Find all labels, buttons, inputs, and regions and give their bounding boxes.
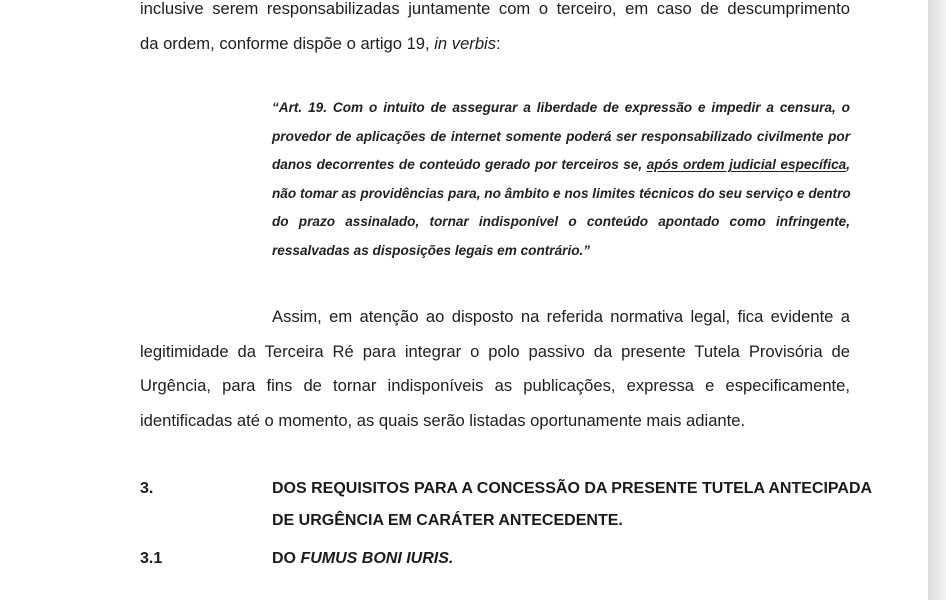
section-3-number: 3. xyxy=(140,480,154,497)
body-line-2: legitimidade da Terceira Ré para integrar o polo passivo da presente Tutela Provisória de xyxy=(140,341,850,361)
body-line-1: Assim, em atenção ao disposto na referida normativa legal, fica evidente a xyxy=(272,307,850,326)
section-3-title xyxy=(272,473,873,537)
intro-line-2-text: da ordem, conforme dispõe o artigo 19, xyxy=(140,33,435,53)
section-3-1-title-prefix: DO xyxy=(272,550,301,567)
quote-line-5: do prazo assinalado, tornar indisponível o conteúdo apontado como infringente, xyxy=(272,214,850,230)
quote-line-6: ressalvadas as disposições legais em contrário.” xyxy=(272,242,591,258)
quote-line-1: “Art. 19. Com o intuito de assegurar a liberdade de expressão e impedir a censura, o xyxy=(272,100,850,115)
quote-line-3 xyxy=(272,151,850,180)
quote-underlined-phrase: após ordem judicial específica xyxy=(646,157,847,173)
quote-line-2: provedor de aplicações de internet somente poderá ser responsabilizado civilmente por xyxy=(272,128,850,144)
section-3-title-line-1: DOS REQUISITOS PARA A CONCESSÃO DA PRESENTE TUTELA ANTECIPADA xyxy=(272,480,873,497)
section-3-title-line-2: DE URGÊNCIA EM CARÁTER ANTECEDENTE. xyxy=(272,512,623,529)
quote-line-3-comma: , xyxy=(846,157,851,173)
intro-line-2-colon: : xyxy=(496,33,501,53)
page-edge-shadow xyxy=(928,0,946,600)
quote-line-3-text: danos decorrentes de conteúdo gerado por terceiros se, xyxy=(272,157,647,173)
intro-line-1: inclusive serem responsabilizadas juntamente com o terceiro, em caso de descumprimento xyxy=(140,0,850,18)
quote-line-4: não tomar as providências para, no âmbito e nos limites técnicos do seu serviço e dentro xyxy=(272,185,851,201)
body-line-3: Urgência, para fins de tornar indisponíveis as publicações, expressa e especificamente, xyxy=(140,376,850,395)
intro-line-2 xyxy=(140,27,850,62)
body-paragraph xyxy=(140,300,850,438)
fumus-boni-iuris-text: FUMUS BONI IURIS. xyxy=(300,550,454,567)
section-3-1-title xyxy=(272,543,850,575)
section-3-1-number: 3.1 xyxy=(140,550,163,567)
intro-paragraph xyxy=(140,0,850,61)
in-verbis-text: in verbis xyxy=(434,33,497,53)
body-line-4: identificadas até o momento, as quais serão listadas oportunamente mais adiante. xyxy=(140,410,746,430)
article-19-quote xyxy=(272,94,850,266)
